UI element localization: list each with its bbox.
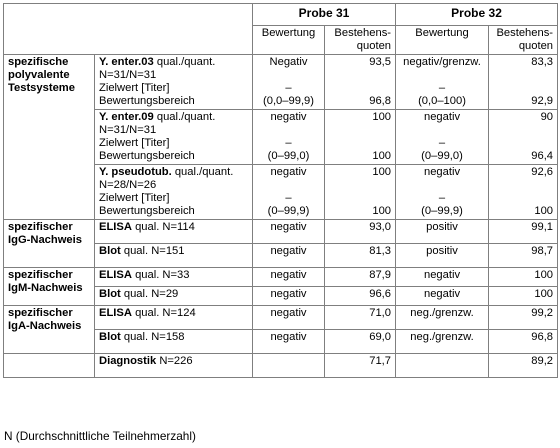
bewertung-cell-32 <box>396 55 489 110</box>
quote-cell-31: 71,7 <box>325 354 396 378</box>
test-name: ELISA <box>99 269 132 281</box>
bewertung-cell-31 <box>253 55 325 110</box>
group-label-polyvalent <box>4 55 95 220</box>
bewertung-cell-31 <box>253 354 325 378</box>
quote-value: 92,6 <box>531 166 554 178</box>
test-name: Y. enter.09 <box>99 111 154 123</box>
bewertung-cell-31: negativ <box>253 268 325 287</box>
range-value: (0–99,9) <box>421 205 463 217</box>
table-row <box>4 306 558 330</box>
header-empty-cell <box>4 4 253 55</box>
bewertung-cell-31: negativ <box>253 244 325 268</box>
range-value: (0,0–100) <box>418 95 466 107</box>
table-row <box>4 55 558 110</box>
zielwert-label: Zielwert [Titer] <box>99 82 170 94</box>
test-desc: qual. N=29 <box>123 288 179 300</box>
test-desc: qual./quant. <box>156 56 216 68</box>
test-desc-cell <box>95 268 253 287</box>
quote-value: 96,4 <box>531 150 554 162</box>
header-bewertung-32 <box>396 26 489 55</box>
bewertung-cell-32: positiv <box>396 220 489 244</box>
header-quoten-label-1: Bestehens- <box>496 27 554 39</box>
header-quoten-32 <box>489 26 558 55</box>
quote-value: 100 <box>372 150 392 162</box>
test-desc: N=226 <box>159 355 193 367</box>
bewertung-cell-31 <box>253 165 325 220</box>
results-table <box>3 3 558 378</box>
table-row <box>4 220 558 244</box>
test-desc: qual./quant. <box>156 111 216 123</box>
bewertung-cell-31: negativ <box>253 306 325 330</box>
quote-value: 93,5 <box>369 56 392 68</box>
zielwert-value: – <box>438 82 446 94</box>
header-quoten-label-2: quoten <box>356 40 392 52</box>
bewertung-cell-31: negativ <box>253 287 325 306</box>
bewertungsbereich-label: Bewertungsbereich <box>99 95 195 107</box>
test-desc: qual. N=158 <box>123 331 185 343</box>
header-probe-31: Probe 31 <box>253 4 396 26</box>
test-name: Y. pseudotub. <box>99 166 172 178</box>
zielwert-value: – <box>438 192 446 204</box>
bewertung-cell-32: neg./grenzw. <box>396 330 489 354</box>
empty-group-cell <box>4 354 95 378</box>
bewertung-cell-32: neg./grenzw. <box>396 306 489 330</box>
test-name: ELISA <box>99 221 132 233</box>
table-row <box>4 268 558 287</box>
quote-value: 100 <box>372 205 392 217</box>
header-bewertung-label: Bewertung <box>415 27 469 39</box>
bewertung-value: negativ <box>423 111 461 123</box>
group-label-line: polyvalente <box>8 69 70 81</box>
test-name: Y. enter.03 <box>99 56 154 68</box>
bewertung-value: negativ <box>270 111 307 123</box>
header-probe-32: Probe 32 <box>396 4 558 26</box>
test-desc-cell <box>95 306 253 330</box>
group-label-line: spezifischer <box>8 307 73 319</box>
quote-value: 100 <box>534 205 554 217</box>
test-desc-cell <box>95 330 253 354</box>
quote-cell-32: 99,2 <box>489 306 558 330</box>
header-quoten-label-1: Bestehens- <box>334 27 392 39</box>
group-label-line: Testsysteme <box>8 82 75 94</box>
bewertung-cell-32: positiv <box>396 244 489 268</box>
range-value: (0–99,0) <box>267 150 310 162</box>
bewertung-value: negativ/grenzw. <box>403 56 481 68</box>
test-name: Blot <box>99 331 121 343</box>
bewertung-cell-32 <box>396 110 489 165</box>
test-desc-cell <box>95 55 253 110</box>
bewertungsbereich-label: Bewertungsbereich <box>99 150 195 162</box>
test-name: Blot <box>99 245 121 257</box>
group-label-igg <box>4 220 95 268</box>
bewertung-cell-32 <box>396 165 489 220</box>
quote-cell-32: 96,8 <box>489 330 558 354</box>
quote-cell-32: 99,1 <box>489 220 558 244</box>
test-desc: qual. N=114 <box>135 221 195 233</box>
quote-value: 90 <box>540 111 554 123</box>
quote-cell-32 <box>489 55 558 110</box>
footnote: N (Durchschnittliche Teilnehmerzahl) <box>4 429 196 443</box>
zielwert-value: – <box>438 137 446 149</box>
test-desc-cell <box>95 244 253 268</box>
test-name: Diagnostik <box>99 355 157 367</box>
header-quoten-label-2: quoten <box>518 40 554 52</box>
quote-value: 96,8 <box>369 95 392 107</box>
bewertung-cell-32: negativ <box>396 287 489 306</box>
quote-cell-32 <box>489 110 558 165</box>
quote-cell-31: 69,0 <box>325 330 396 354</box>
bewertung-cell-32: negativ <box>396 268 489 287</box>
range-value: (0–99,9) <box>267 205 310 217</box>
group-label-line: IgG-Nachweis <box>8 234 82 246</box>
bewertung-cell-32 <box>396 354 489 378</box>
quote-cell-31 <box>325 110 396 165</box>
header-bewertung-label: Bewertung <box>261 27 316 39</box>
bewertung-cell-31 <box>253 110 325 165</box>
quote-cell-31: 96,6 <box>325 287 396 306</box>
quote-value: 92,9 <box>531 95 554 107</box>
table-row <box>4 354 558 378</box>
quote-cell-32: 98,7 <box>489 244 558 268</box>
test-desc: qual. N=151 <box>123 245 185 257</box>
range-value: (0–99,0) <box>421 150 463 162</box>
test-n: N=31/N=31 <box>99 124 157 136</box>
quote-cell-31: 81,3 <box>325 244 396 268</box>
bewertung-cell-31: negativ <box>253 330 325 354</box>
group-label-line: IgA-Nachweis <box>8 320 82 332</box>
quote-cell-31: 71,0 <box>325 306 396 330</box>
group-label-line: spezifischer <box>8 269 73 281</box>
test-desc-cell <box>95 165 253 220</box>
zielwert-value: – <box>285 137 292 149</box>
bewertung-value: negativ <box>423 166 461 178</box>
zielwert-value: – <box>285 82 292 94</box>
group-label-igm <box>4 268 95 306</box>
test-desc-cell <box>95 110 253 165</box>
range-value: (0,0–99,9) <box>263 95 314 107</box>
quote-cell-31: 93,0 <box>325 220 396 244</box>
group-label-line: spezifische <box>8 56 69 68</box>
bewertung-value: Negativ <box>269 56 308 68</box>
bewertung-cell-31: negativ <box>253 220 325 244</box>
quote-cell-32 <box>489 165 558 220</box>
header-bewertung-31 <box>253 26 325 55</box>
group-label-iga <box>4 306 95 354</box>
quote-cell-31 <box>325 165 396 220</box>
test-desc-cell <box>95 287 253 306</box>
test-desc-cell <box>95 220 253 244</box>
test-name: Blot <box>99 288 121 300</box>
test-n: N=28/N=26 <box>99 179 157 191</box>
quote-value: 100 <box>372 166 392 178</box>
quote-value: 100 <box>372 111 392 123</box>
test-name: ELISA <box>99 307 132 319</box>
quote-cell-32: 89,2 <box>489 354 558 378</box>
group-label-line: IgM-Nachweis <box>8 282 83 294</box>
test-n: N=31/N=31 <box>99 69 157 81</box>
quote-cell-32: 100 <box>489 287 558 306</box>
group-label-line: spezifischer <box>8 221 73 233</box>
quote-cell-32: 100 <box>489 268 558 287</box>
zielwert-value: – <box>285 192 292 204</box>
header-quoten-31 <box>325 26 396 55</box>
zielwert-label: Zielwert [Titer] <box>99 137 170 149</box>
bewertungsbereich-label: Bewertungsbereich <box>99 205 195 217</box>
header-row-probe <box>4 4 558 26</box>
quote-cell-31: 87,9 <box>325 268 396 287</box>
test-desc: qual. N=124 <box>135 307 196 319</box>
bewertung-value: negativ <box>270 166 307 178</box>
test-desc-cell <box>95 354 253 378</box>
zielwert-label: Zielwert [Titer] <box>99 192 170 204</box>
test-desc: qual./quant. <box>174 166 234 178</box>
test-desc: qual. N=33 <box>135 269 190 281</box>
quote-value: 83,3 <box>531 56 554 68</box>
quote-cell-31 <box>325 55 396 110</box>
